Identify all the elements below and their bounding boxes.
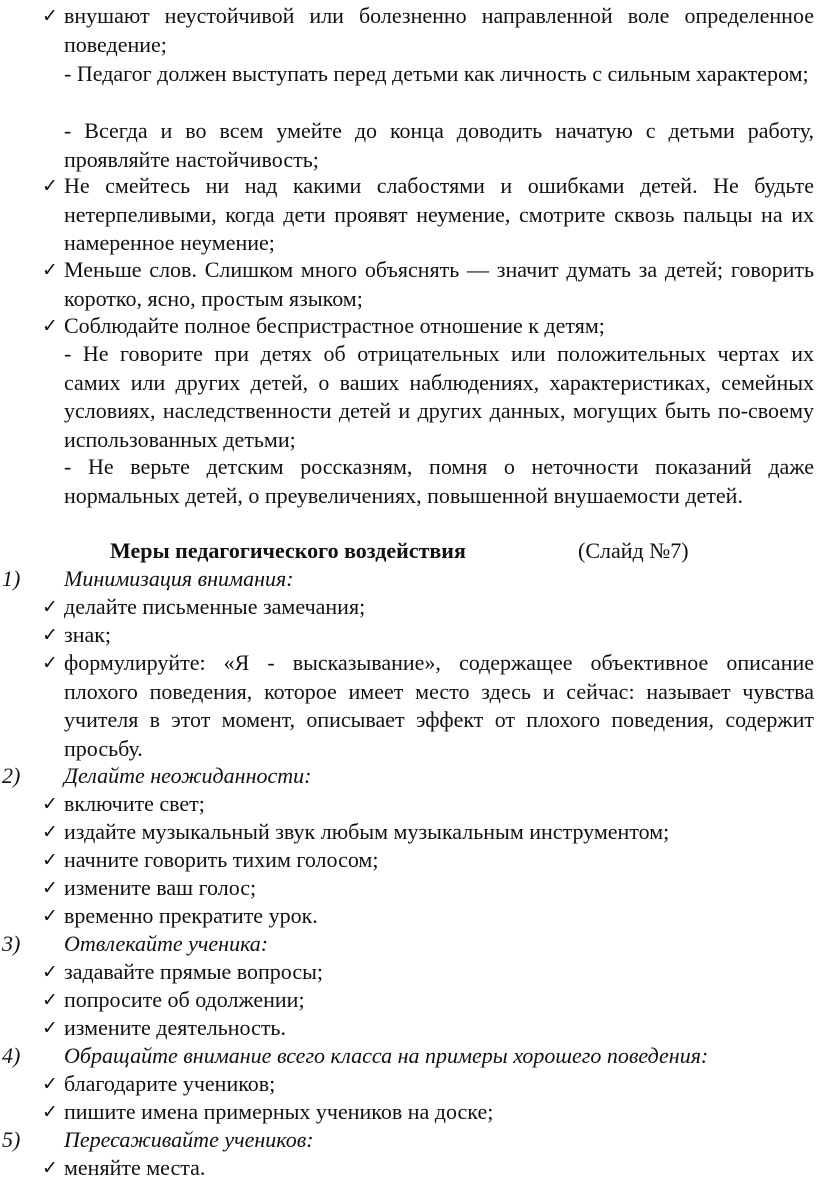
check-mark-icon: ✓ bbox=[42, 1073, 58, 1095]
check-mark-icon: ✓ bbox=[42, 877, 58, 899]
check-mark-icon: ✓ bbox=[42, 5, 58, 27]
measure-number: 1) bbox=[2, 566, 21, 591]
measure-heading: Пересаживайте учеников: bbox=[64, 1127, 314, 1152]
measure-heading: Делайте неожиданности: bbox=[64, 763, 312, 788]
list-item-text: измените деятельность. bbox=[64, 1015, 286, 1040]
check-mark-icon: ✓ bbox=[42, 905, 58, 927]
list-item-text: делайте письменные замечания; bbox=[64, 594, 366, 619]
paragraph: внушают неустойчивой или болезненно направленной воле определенное поведение; bbox=[64, 3, 814, 57]
list-item-text: знак; bbox=[64, 622, 112, 647]
check-mark-icon: ✓ bbox=[42, 175, 58, 197]
list-item-text: начните говорить тихим голосом; bbox=[64, 847, 379, 872]
check-mark-icon: ✓ bbox=[42, 1101, 58, 1123]
paragraph: - Педагог должен выступать перед детьми как личность с сильным характером; bbox=[64, 61, 809, 86]
check-mark-icon: ✓ bbox=[42, 315, 58, 337]
paragraph: Меньше слов. Слишком много объяснять — значит думать за детей; говорить коротко, ясно, простым языком; bbox=[64, 257, 814, 311]
list-item-text: меняйте места. bbox=[64, 1155, 206, 1180]
list-item-text: измените ваш голос; bbox=[64, 875, 257, 900]
check-mark-icon: ✓ bbox=[42, 989, 58, 1011]
check-mark-icon: ✓ bbox=[42, 849, 58, 871]
measure-number: 4) bbox=[2, 1043, 21, 1068]
list-item-text: включите свет; bbox=[64, 791, 205, 816]
measure-heading: Минимизация внимания: bbox=[64, 566, 294, 591]
paragraph: Соблюдайте полное беспристрастное отношение к детям; bbox=[64, 313, 605, 338]
paragraph: - Не верьте детским россказням, помня о неточности показаний даже нормальных детей, о преувеличениях, повышенной внушаемости детей. bbox=[64, 454, 814, 508]
paragraph: - Всегда и во всем умейте до конца доводить начатую с детьми работу, проявляйте настойчивость; bbox=[64, 118, 814, 172]
measure-heading: Отвлекайте ученика: bbox=[64, 931, 269, 956]
check-mark-icon: ✓ bbox=[42, 961, 58, 983]
measure-number: 2) bbox=[2, 763, 21, 788]
measure-heading: Обращайте внимание всего класса на примеры хорошего поведения: bbox=[64, 1043, 709, 1068]
list-item-text: временно прекратите урок. bbox=[64, 903, 318, 928]
list-item-text: формулируйте: «Я - высказывание», содержащее объективное описание плохого поведения, которое имеет место здесь и сейчас: называет чувства учителя в этот момент, описывает эффект от плохого поведения, содержит просьбу. bbox=[64, 650, 814, 761]
check-mark-icon: ✓ bbox=[42, 596, 58, 618]
list-item-text: попросите об одолжении; bbox=[64, 987, 305, 1012]
list-item-text: пишите имена примерных учеников на доске; bbox=[64, 1099, 494, 1124]
check-mark-icon: ✓ bbox=[42, 1017, 58, 1039]
list-item-text: благодарите учеников; bbox=[64, 1071, 276, 1096]
check-mark-icon: ✓ bbox=[42, 1157, 58, 1179]
measure-number: 3) bbox=[2, 931, 21, 956]
check-mark-icon: ✓ bbox=[42, 624, 58, 646]
check-mark-icon: ✓ bbox=[42, 793, 58, 815]
section-title: Меры педагогического воздействия bbox=[110, 538, 466, 563]
list-item-text: задавайте прямые вопросы; bbox=[64, 959, 324, 984]
list-item-text: издайте музыкальный звук любым музыкальным инструментом; bbox=[64, 819, 670, 844]
paragraph: - Не говорите при детях об отрицательных или положительных чертах их самих или других детей, о ваших наблюдениях, характеристиках, семейных условиях, наследственности детей и других данных, могущих быть по-своему использованных детьми; bbox=[64, 341, 814, 452]
check-mark-icon: ✓ bbox=[42, 652, 58, 674]
check-mark-icon: ✓ bbox=[42, 821, 58, 843]
slide-reference: (Слайд №7) bbox=[578, 538, 689, 563]
measure-number: 5) bbox=[2, 1127, 21, 1152]
paragraph: Не смейтесь ни над какими слабостями и ошибками детей. Не будьте нетерпеливыми, когда дети проявят неумение, смотрите сквозь пальцы на их намеренное неумение; bbox=[64, 173, 814, 255]
check-mark-icon: ✓ bbox=[42, 259, 58, 281]
